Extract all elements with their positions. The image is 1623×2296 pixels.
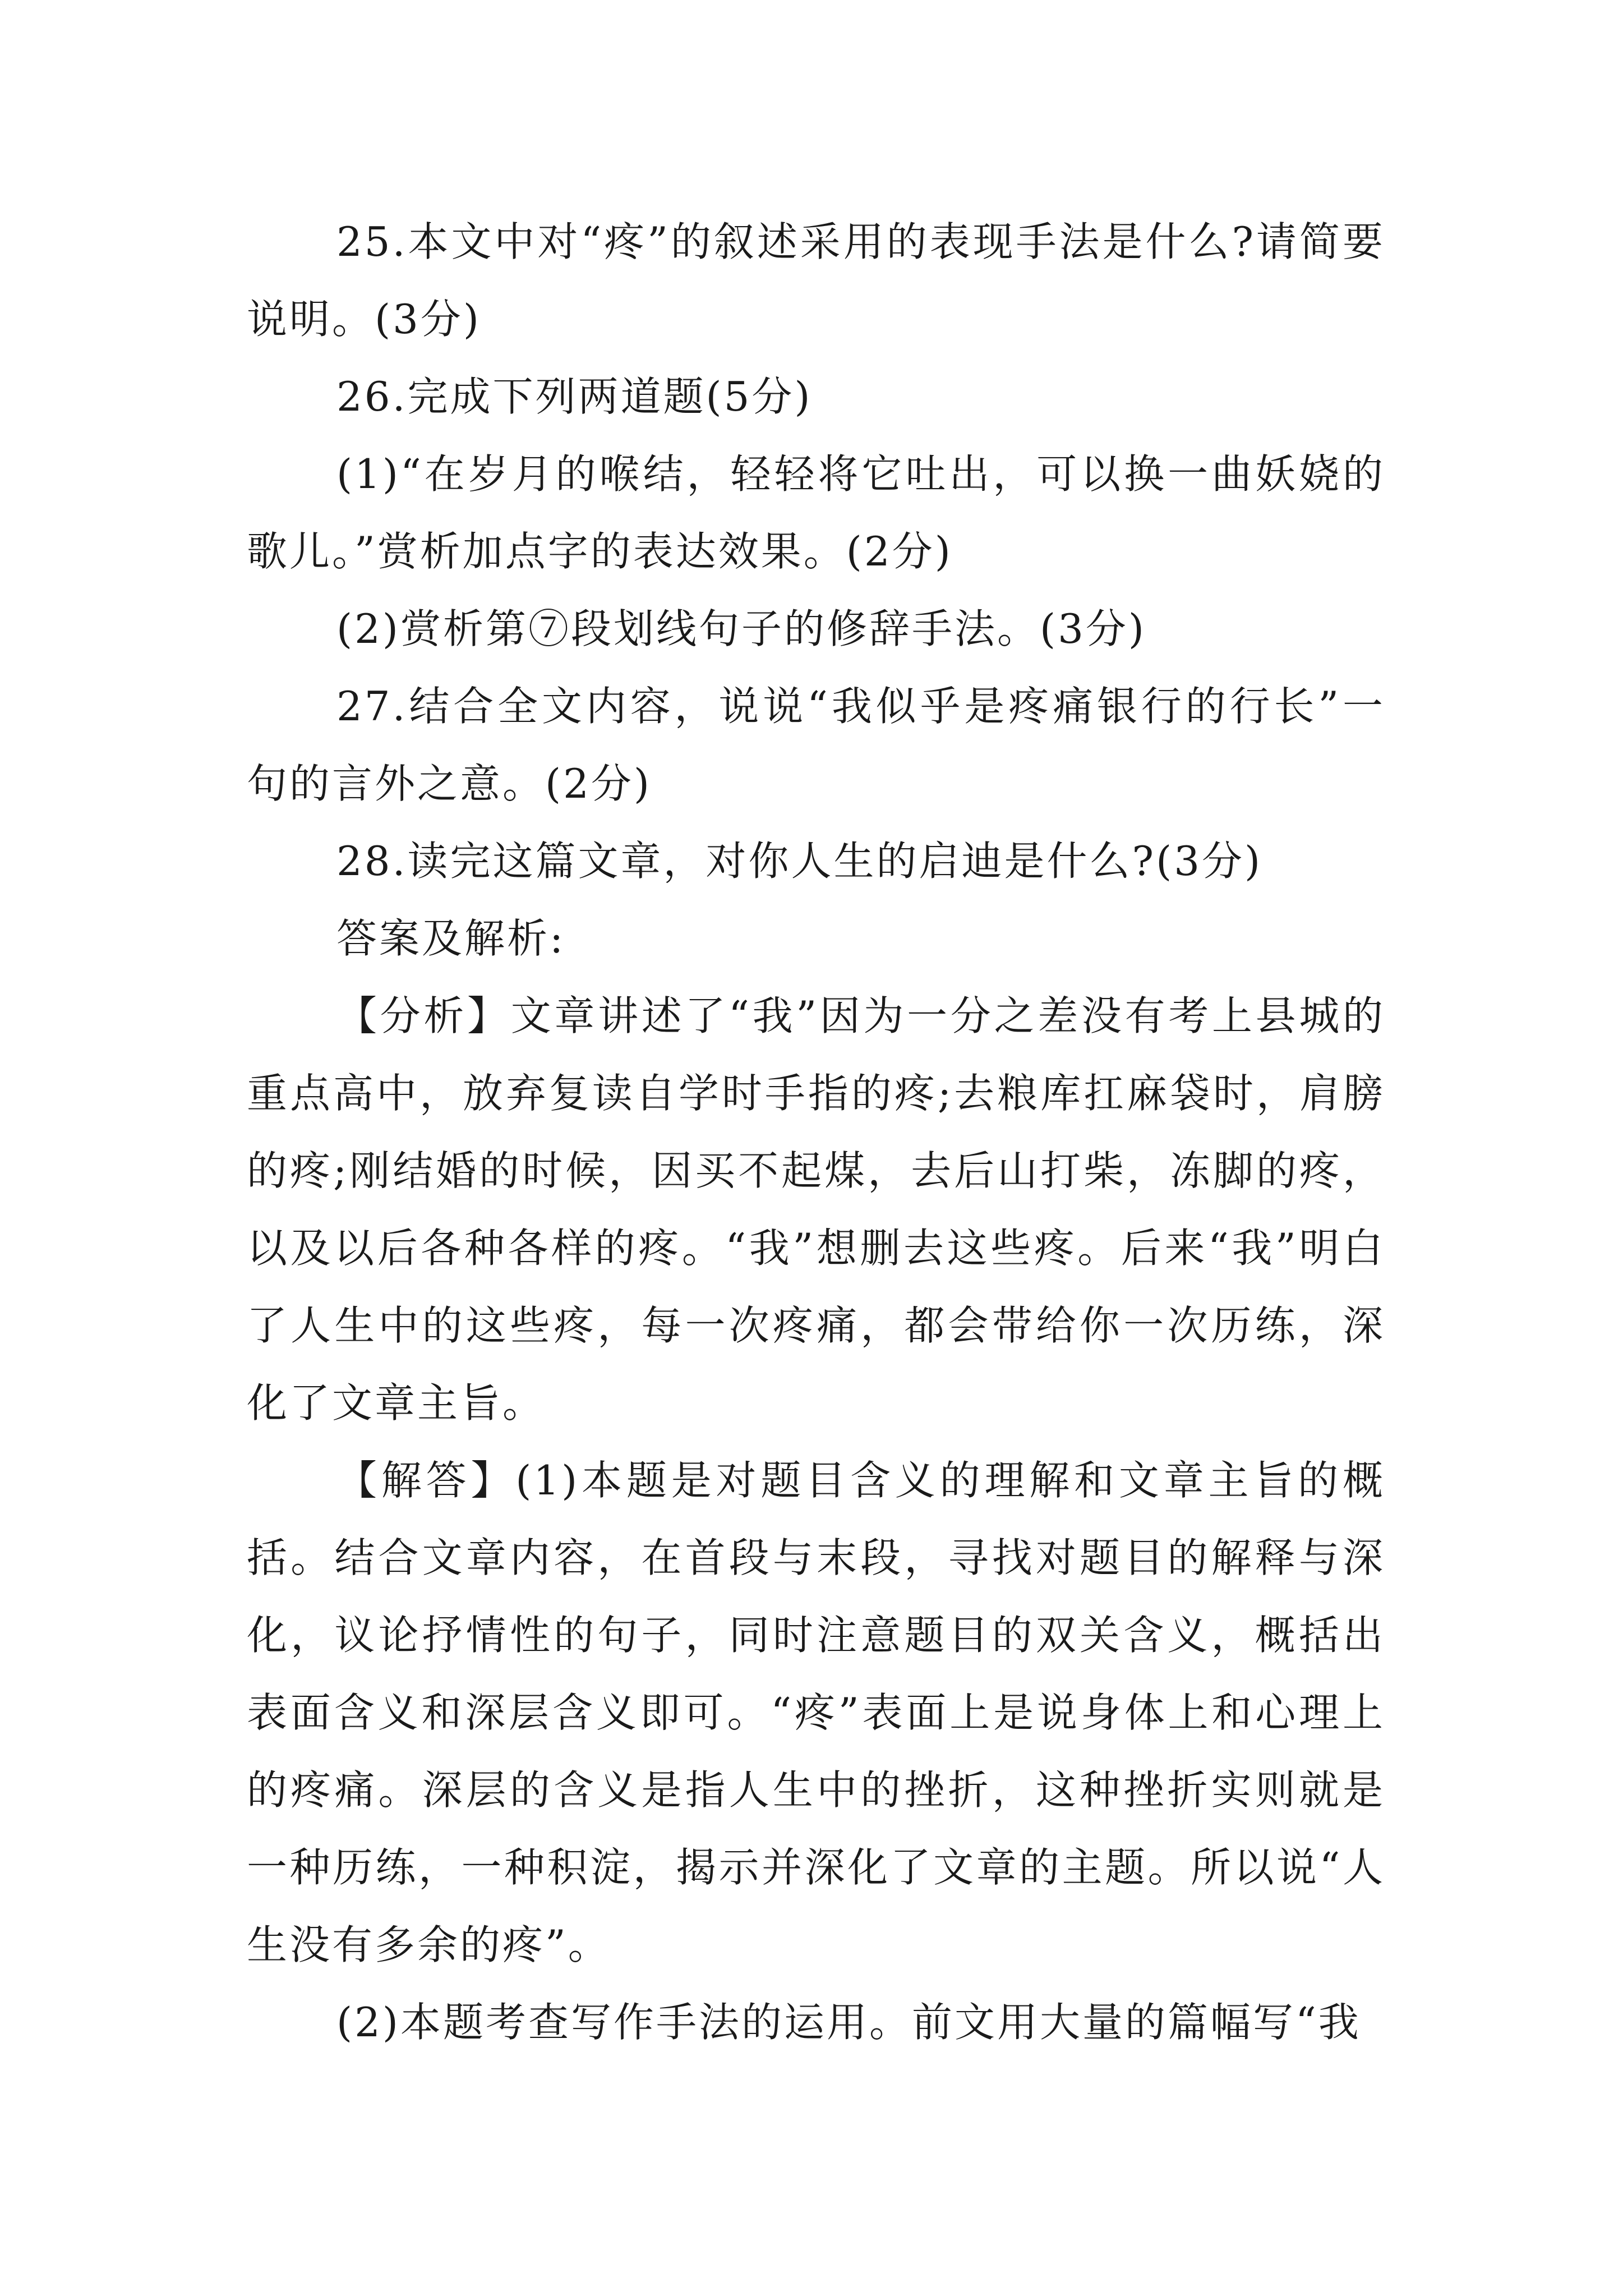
- document-body: [247, 203, 1385, 2061]
- question-26: 26.完成下列两道题(5分): [336, 373, 813, 420]
- analysis-paragraph: 【分析】文章讲述了“我”因为一分之差没有考上县城的重点高中，放弃复读自学时手指的疼;去粮库扛麻袋时，肩膀的疼;刚结婚的时候，因买不起煤，去后山打柴，冻脚的疼，以及以后各种各样的疼。“我”想删去这些疼。后来“我”明白了人生中的这些疼，每一次疼痛，都会带给你一次历练，深化了文章主旨。: [247, 992, 1385, 1427]
- question-26-part-1: (1)“在岁月的喉结，轻轻将它吐出，可以换一曲妖娆的歌儿。”赏析加点字的表达效果。(2分): [247, 450, 1385, 575]
- answer-paragraph-2: (2)本题考查写作手法的运用。前文用大量的篇幅写“我: [336, 1999, 1361, 2046]
- question-25: 25.本文中对“疼”的叙述采用的表现手法是什么?请简要说明。(3分): [247, 218, 1385, 343]
- answer-paragraph-1: 【解答】(1)本题是对题目含义的理解和文章主旨的概括。结合文章内容，在首段与末段，寻找对题目的解释与深化，议论抒情性的句子，同时注意题目的双关含义，概括出表面含义和深层含义即可。“疼”表面上是说身体上和心理上的疼痛。深层的含义是指人生中的挫折，这种挫折实则就是一种历练，一种积淀，揭示并深化了文章的主题。所以说“人生没有多余的疼”。: [247, 1457, 1385, 1968]
- question-28: 28.读完这篇文章，对你人生的启迪是什么?(3分): [336, 838, 1263, 885]
- question-26-part-2: (2)赏析第⑦段划线句子的修辞手法。(3分): [336, 605, 1146, 652]
- answer-heading: 答案及解析:: [336, 915, 566, 962]
- question-27: 27.结合全文内容，说说“我似乎是疼痛银行的行长”一句的言外之意。(2分): [247, 683, 1385, 807]
